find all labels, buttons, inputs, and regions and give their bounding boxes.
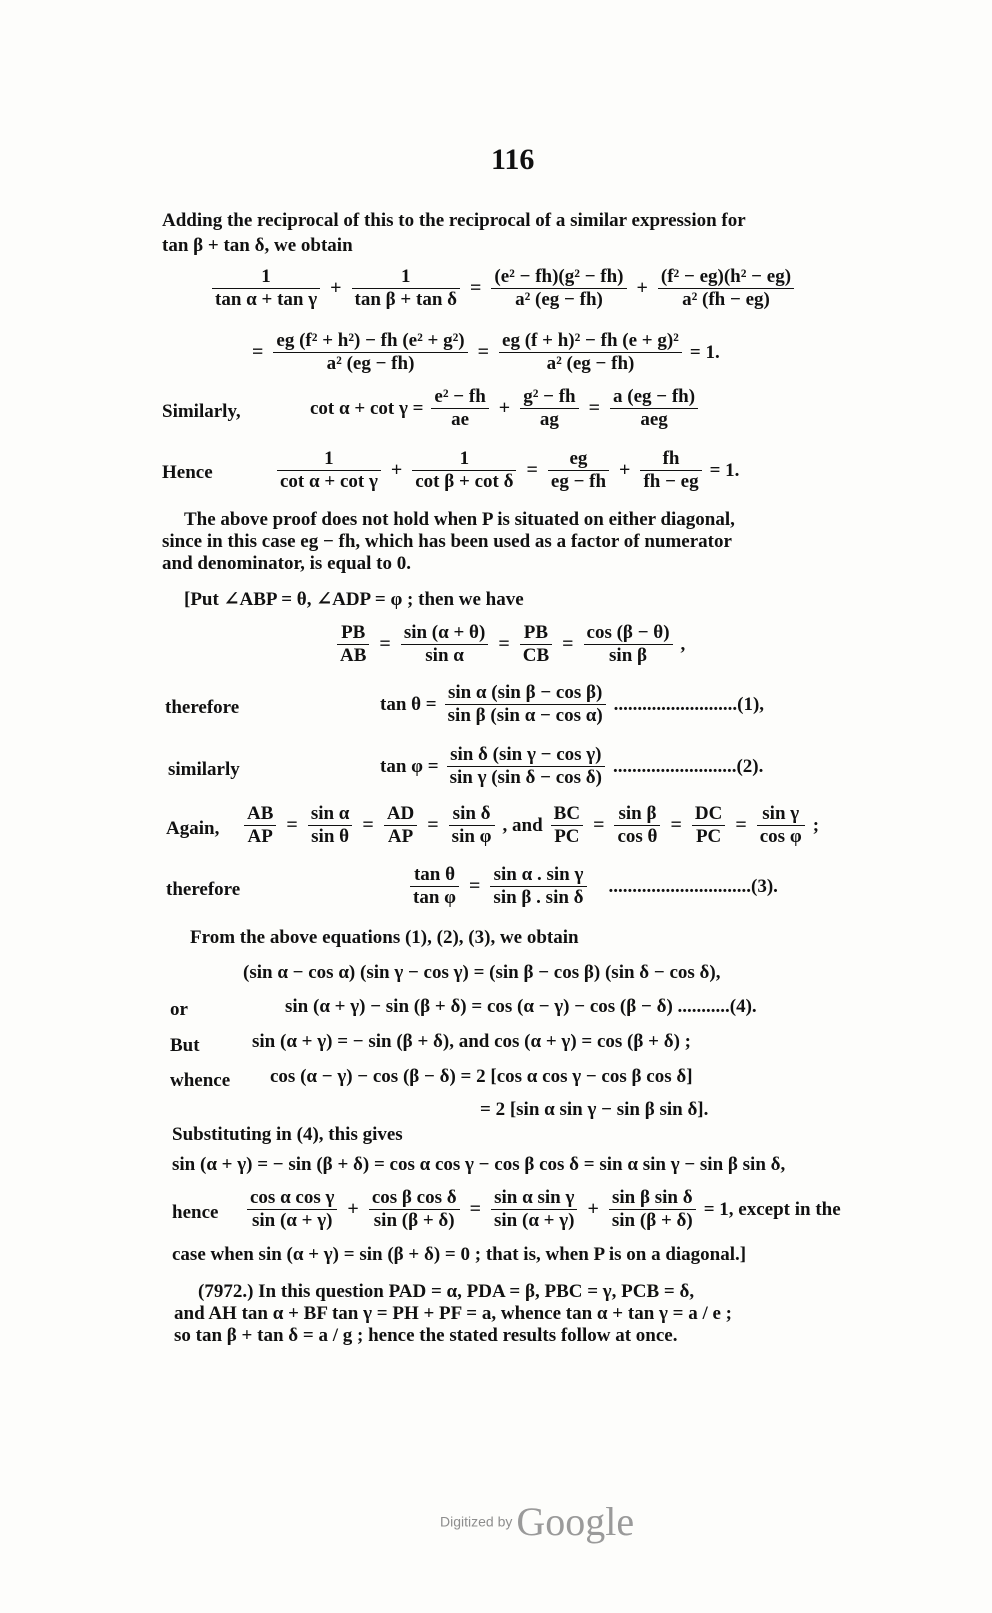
- fraction: $\frac{\text{sin γ}}{\text{cos φ}}$: [757, 803, 805, 848]
- fraction: $\frac{\text{(f² − eg)(h² − eg)}}{\text{a² (fh − eg)}}$: [658, 266, 794, 311]
- product-equation: (sin α − cos α) (sin γ − cos γ) = (sin β − cos β) (sin δ − cos δ),: [243, 962, 721, 983]
- hence-equation-2: $\frac{\text{cos α cos γ}}{\sin (\alpha + \gamma)}$ + $\frac{\text{cos β cos δ}}{\sin (\beta + \delta)}$ = $\frac{\text{sin α sin γ}}{\sin (\alpha + \gamma)}$ + $\frac{\text{sin β sin δ}}{\sin (\beta + \delta)}$ = 1, except in the: [245, 1187, 841, 1232]
- ratio3-equation: $\frac{\text{tan θ}}{\text{tan φ}}$ = $\frac{\text{sin α . sin γ}}{\text{sin β . sin δ}}$ ..............................(3).: [408, 864, 778, 909]
- put-line: [Put ∠ABP = θ, ∠ADP = φ ; then we have: [184, 589, 524, 610]
- equation-4: sin (α + γ) − sin (β + δ) = cos (α − γ) − cos (β − δ) ...........(4).: [285, 996, 757, 1017]
- similarly-equation: cot α + cot γ = $\frac{\text{e² − fh}}{ae}$ + $\frac{\text{g² − fh}}{ag}$ = $\frac{a (eg - fh)}{\text{aeg}}$: [310, 386, 700, 431]
- fraction: $\frac{1}{\text{cot β + cot δ}}$: [412, 448, 516, 493]
- fraction: $\frac{fh}{fh - eg}$: [640, 448, 701, 493]
- fraction: $\frac{\text{eg (f + h)² − fh (e + g)²}}{\text{a² (eg − fh)}}$: [499, 330, 682, 375]
- proof-note-line-2: since in this case eg − fh, which has been used as a factor of numerator: [162, 531, 732, 552]
- again-label: Again,: [166, 818, 220, 839]
- equation-2: = $\frac{\text{eg (f² + h²) − fh (e² + g²)}}{\text{a² (eg − fh)}}$ = $\frac{\text{eg (f + h)² − fh (e + g)²}}{\text{a² (eg − fh)}}$ = 1.: [252, 330, 720, 374]
- similarly-label-2: similarly: [168, 759, 240, 780]
- fraction: $\frac{\text{eg (f² + h²) − fh (e² + g²)}}{\text{a² (eg − fh)}}$: [273, 330, 467, 375]
- fraction: $\frac{\text{sin β}}{\text{cos θ}}$: [614, 803, 660, 848]
- tan-phi-equation: tan φ = $\frac{\text{sin δ (sin γ − cos γ)}}{\text{sin γ (sin δ − cos δ)}}$ ..........................(2).: [380, 744, 764, 788]
- tan-theta-equation: tan θ = $\frac{\text{sin α (sin β − cos β)}}{\text{sin β (sin α − cos α)}}$ ..........................(1),: [380, 682, 765, 726]
- fraction: $\frac{\text{sin δ (sin γ − cos γ)}}{\text{sin γ (sin δ − cos δ)}}$: [447, 744, 605, 789]
- page-number: 116: [491, 143, 535, 176]
- or-label: or: [170, 999, 188, 1020]
- fraction: $\frac{\text{cos β cos δ}}{\sin (\beta + \delta)}$: [369, 1187, 460, 1232]
- intro-line-1: Adding the reciprocal of this to the reciprocal of a similar expression for: [162, 210, 746, 231]
- intro-line-2: tan β + tan δ, we obtain: [162, 235, 353, 256]
- fraction: $\frac{\text{sin β sin δ}}{\sin (\beta + \delta)}$: [609, 1187, 696, 1232]
- equation-1: $\frac{1}{\text{tan α + tan γ}}$ + $\frac{1}{\text{tan β + tan δ}}$ = $\frac{\text{(e² − fh)(g² − fh)}}{\text{a² (eg − fh)}}$ + $\frac{\text{(f² − eg)(h² − eg)}}{\text{a² (fh − eg)}}$: [210, 266, 796, 311]
- fraction: $\frac{eg}{eg - fh}$: [548, 448, 609, 493]
- digitized-by-google-watermark: Digitized by Google: [440, 1499, 635, 1544]
- whence-label: whence: [170, 1070, 231, 1091]
- fraction: $\frac{\text{(e² − fh)(g² − fh)}}{\text{a² (eg − fh)}}$: [491, 266, 626, 311]
- fraction: $\frac{\sin (\alpha + \theta)}{\text{sin α}}$: [401, 622, 489, 667]
- fraction: $\frac{DC}{PC}$: [692, 803, 725, 848]
- whence-equation: cos (α − γ) − cos (β − δ) = 2 [cos α cos γ − cos β cos δ]: [270, 1066, 693, 1087]
- fraction: $\frac{AD}{AP}$: [384, 803, 417, 848]
- hence-label-2: hence: [172, 1202, 219, 1223]
- proof-note-line-3: and denominator, is equal to 0.: [162, 553, 411, 574]
- google-logo: Google: [516, 1499, 635, 1544]
- but-equation: sin (α + γ) = − sin (β + δ), and cos (α + γ) = cos (β + δ) ;: [252, 1031, 691, 1052]
- fraction: $\frac{\text{sin α (sin β − cos β)}}{\text{sin β (sin α − cos α)}}$: [445, 682, 606, 727]
- therefore-label-2: therefore: [166, 879, 241, 900]
- but-label: But: [170, 1035, 200, 1056]
- whence-equation-2: = 2 [sin α sin γ − sin β sin δ].: [480, 1099, 709, 1120]
- q7972-line-3: so tan β + tan δ = a / g ; hence the stated results follow at once.: [174, 1325, 678, 1346]
- fraction: $\frac{1}{\text{tan α + tan γ}}$: [212, 266, 320, 311]
- similarly-label: Similarly,: [162, 401, 241, 422]
- therefore-label-1: therefore: [165, 697, 240, 718]
- fraction: $\frac{\cos (\beta - \theta)}{\text{sin β}}$: [584, 622, 673, 667]
- fraction: $\frac{PB}{AB}$: [337, 622, 369, 667]
- hence-label: Hence: [162, 462, 213, 483]
- fraction: $\frac{\text{sin δ}}{\text{sin φ}}$: [449, 803, 495, 848]
- fraction: $\frac{\text{e² − fh}}{ae}$: [431, 386, 488, 431]
- fraction: $\frac{AB}{AP}$: [244, 803, 276, 848]
- from-line: From the above equations (1), (2), (3), we obtain: [190, 927, 579, 948]
- fraction: $\frac{\text{sin α sin γ}}{\sin (\alpha + \gamma)}$: [491, 1187, 577, 1232]
- again-equation: $\frac{AB}{AP}$ = $\frac{\text{sin α}}{\text{sin θ}}$ = $\frac{AD}{AP}$ = $\frac{\text{sin δ}}{\text{sin φ}}$ , and $\frac{BC}{PC}$ = $\frac{\text{sin β}}{\text{cos θ}}$ = $\frac{DC}{PC}$ = $\frac{\text{sin γ}}{\text{cos φ}}$ ;: [242, 803, 819, 848]
- hence-equation: $\frac{1}{\text{cot α + cot γ}}$ + $\frac{1}{\text{cot β + cot δ}}$ = $\frac{eg}{eg - fh}$ + $\frac{fh}{fh - eg}$ = 1.: [275, 448, 739, 493]
- fraction: $\frac{\text{cos α cos γ}}{\sin (\alpha + \gamma)}$: [247, 1187, 337, 1232]
- case-line: case when sin (α + γ) = sin (β + δ) = 0 ; that is, when P is on a diagonal.]: [172, 1244, 747, 1265]
- fraction: $\frac{a (eg - fh)}{\text{aeg}}$: [610, 386, 698, 431]
- fraction: $\frac{PB}{CB}$: [520, 622, 552, 667]
- fraction: $\frac{1}{\text{cot α + cot γ}}$: [277, 448, 381, 493]
- substituting-line: Substituting in (4), this gives: [172, 1124, 403, 1145]
- fraction: $\frac{BC}{PC}$: [551, 803, 583, 848]
- proof-note-line-1: The above proof does not hold when P is situated on either diagonal,: [184, 509, 735, 530]
- q7972-line-2: and AH tan α + BF tan γ = PH + PF = a, whence tan α + tan γ = a / e ;: [174, 1303, 733, 1324]
- ratio-equation: $\frac{PB}{AB}$ = $\frac{\sin (\alpha + \theta)}{\text{sin α}}$ = $\frac{PB}{CB}$ = $\frac{\cos (\beta - \theta)}{\text{sin β}}$ ,: [335, 622, 685, 667]
- fraction: $\frac{1}{\text{tan β + tan δ}}$: [352, 266, 461, 311]
- fraction: $\frac{\text{sin α}}{\text{sin θ}}$: [308, 803, 353, 848]
- fraction: $\frac{\text{g² − fh}}{ag}$: [520, 386, 578, 431]
- fraction: $\frac{\text{tan θ}}{\text{tan φ}}$: [410, 864, 459, 909]
- q7972-line-1: (7972.) In this question PAD = α, PDA = β, PBC = γ, PCB = δ,: [198, 1281, 695, 1302]
- fraction: $\frac{\text{sin α . sin γ}}{\text{sin β . sin δ}}$: [490, 864, 586, 909]
- long-equation: sin (α + γ) = − sin (β + δ) = cos α cos γ − cos β cos δ = sin α sin γ − sin β sin δ,: [172, 1154, 786, 1175]
